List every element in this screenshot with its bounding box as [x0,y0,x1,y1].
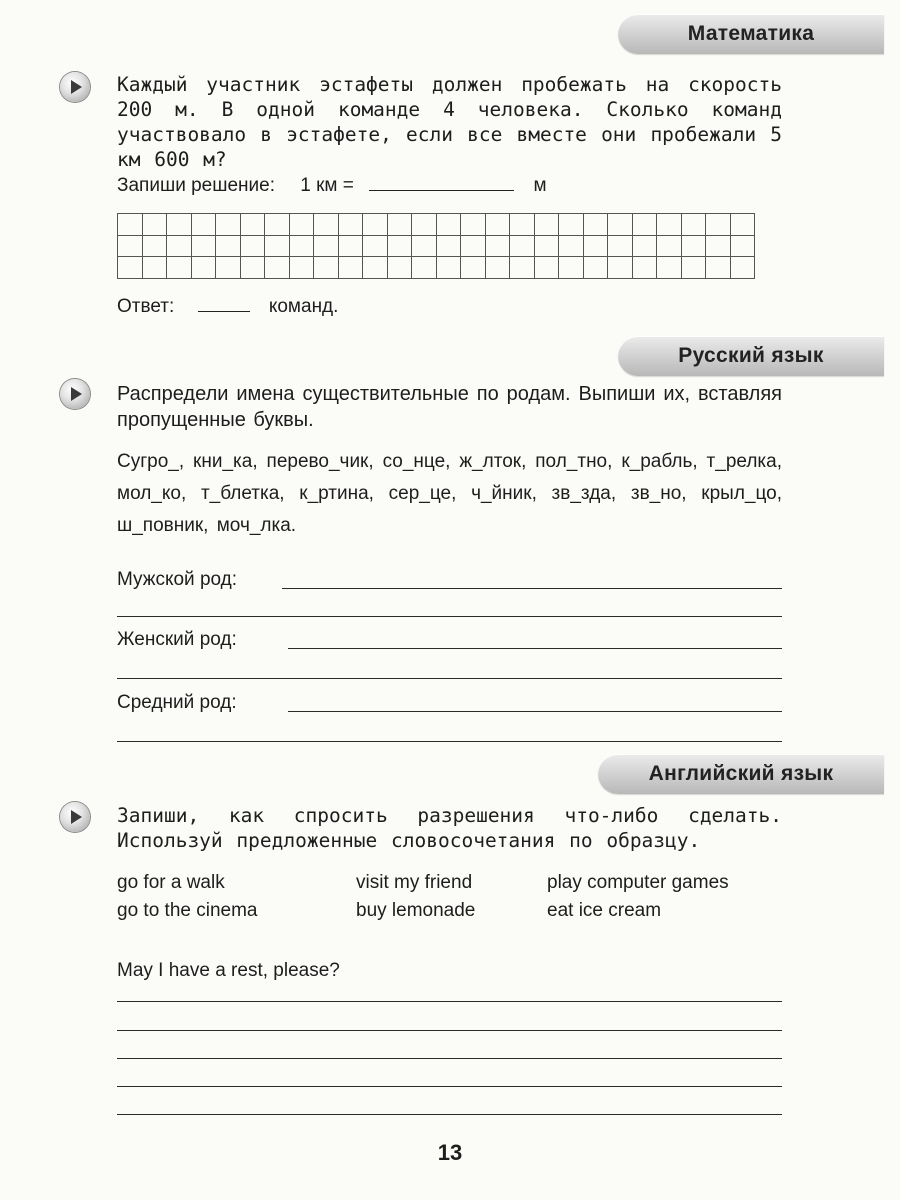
russian-word-list: Сугро_, кни_ка, перево_чик, со_нце, ж_лток, пол_тно, к_рабль, т_релка, мол_ко, т_блетка, к_ртина, сер_це, ч_йник, зв_зда, зв_но, крыл_цо, ш_повник, моч_лка. [117,451,782,536]
solution-line [117,174,547,198]
answer-unit: команд. [268,296,339,317]
conversion-blank[interactable] [369,190,514,191]
solution-grid[interactable] [117,213,755,279]
answer-line [117,295,338,319]
answer-blank[interactable] [198,311,250,312]
example-sentence: May I have a rest, please? [117,960,340,981]
phrase-item: buy lemonade [356,900,476,921]
feminine-answer-line-1[interactable] [288,648,782,649]
english-answer-line-1[interactable] [117,1001,782,1002]
section-tab-math [618,14,884,54]
feminine-label: Женский род: [117,629,237,650]
phrase-item: visit my friend [356,872,473,893]
neuter-answer-line-1[interactable] [288,711,782,712]
page-number: 13 [437,1140,463,1165]
neuter-label: Средний род: [117,692,237,713]
masculine-label: Мужской род: [117,569,238,590]
english-answer-line-4[interactable] [117,1086,782,1087]
english-task-text: Запиши, как спросить разрешения что-либо сделать. Используй предложенные словосочетания по образцу. [117,804,782,852]
phrase-item: eat ice cream [547,900,662,921]
section-title: Математика [687,22,815,45]
phrase-item: go to the cinema [117,900,258,921]
solution-prompt: Запиши решение: [117,175,275,196]
section-title: Русский язык [678,344,824,367]
masculine-answer-line-1[interactable] [282,588,782,589]
conversion-lhs: 1 км = [300,175,354,196]
phrase-item: go for a walk [117,872,225,893]
english-answer-line-2[interactable] [117,1030,782,1031]
masculine-answer-line-2[interactable] [117,616,782,617]
russian-task-text: Распредели имена существительные по родам. Выпиши их, вставляя пропущенные буквы. [117,383,782,431]
section-tab-english [598,754,884,794]
section-tab-russian [618,336,884,376]
section-title: Английский язык [648,762,834,785]
play-bullet-icon [60,379,90,409]
play-bullet-icon [60,802,90,832]
math-task-text: Каждый участник эстафеты должен пробежать на скорость 200 м. В одной команде 4 человека. Сколько команд участвовало в эстафете, если все вместе они пробежали 5 км 600 м? [117,73,782,171]
answer-label: Ответ: [117,296,175,317]
play-bullet-icon [60,72,90,102]
feminine-answer-line-2[interactable] [117,678,782,679]
conversion-unit: м [533,175,547,196]
english-answer-line-5[interactable] [117,1114,782,1115]
neuter-answer-line-2[interactable] [117,741,782,742]
english-answer-line-3[interactable] [117,1058,782,1059]
phrase-item: play computer games [547,872,729,893]
